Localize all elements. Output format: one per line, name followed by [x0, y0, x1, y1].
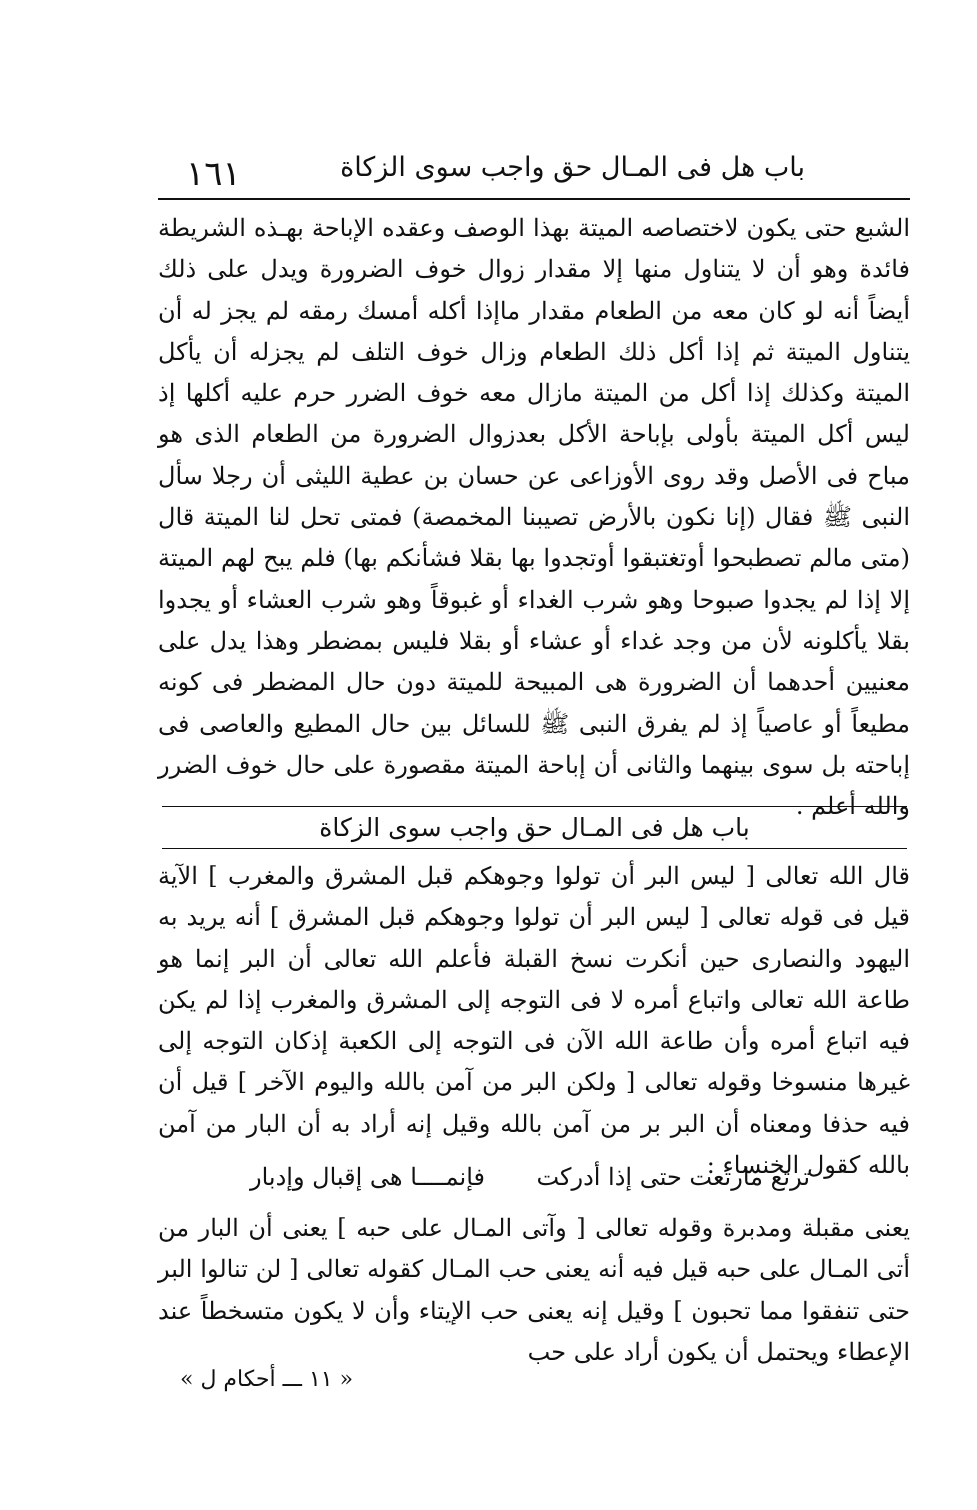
header-rule [158, 198, 910, 200]
section-rule-top [162, 806, 907, 807]
paragraph-3-text: يعنى مقبلة ومدبرة وقوله تعالى [ وآتى المـال على حبه ] يعنى أن البار من أتى المـال على حبه قيل فيه أنه يعنى حب المـال كقوله تعالى [ لن تنالوا البر حتى تنفقوا مما تحبون ] وقيل إنه يعنى حب الإيتاء وأن لا يكون متسخطاً عند الإعطاء ويحتمل أن يكون أراد على حب [158, 1214, 910, 1366]
section-rule-bottom [162, 848, 907, 849]
verse-hemistich-2: فإنمــــا هى إقبال وإدبار [250, 1163, 485, 1191]
section-title: باب هل فى المـال حق واجب سوى الزكاة [319, 813, 750, 842]
running-header [160, 150, 905, 200]
verse-hemistich-1: ترتع مارتعت حتى إذا أدركت [536, 1163, 810, 1191]
paragraph-3 [158, 1208, 910, 1373]
poetry-verse [250, 1163, 810, 1203]
page-number: ١٦١ [186, 154, 241, 194]
paragraph-1-text: الشبع حتى يكون لاختصاصه الميتة بهذا الوصف وعقده الإباحة بهـذه الشريطة فائدة وهو أن لا يتناول منها إلا مقدار زوال خوف الضرورة ويدل على ذلك أيضاً أنه لو كان معه من الطعام مقدار ماإذا أكله أمسك رمقه لم يجز له أن يتناول الميتة ثم إذا أكل ذلك الطعام وزال خوف التلف لم يجزله أن يأكل الميتة وكذلك إذا أكل من الميتة مازال معه خوف الضرر حرم عليه أكلها إذ ليس أكل الميتة بأولى بإباحة الأكل بعدزوال الضرورة من الطعام الذى هو مباح فى الأصل وقد روى الأوزاعى عن حسان بن عطية الليثى أن رجلا سأل النبى ﷺ فقال (إنا نكون بالأرض تصيبنا المخمصة) فمتى تحل لنا الميتة قال (متى مالم تصطبحوا أوتغتبقوا أوتجدوا بها بقلا فشأنكم بها) فلم يبح لهم الميتة إلا إذا لم يجدوا صبوحا وهو شرب الغداء أو غبوقاً وهو شرب العشاء أو يجدوا بقلا يأكلونه لأن من وجد غداء أو عشاء أو بقلا فليس بمضطر وهذا يدل على معنيين أحدهما أن الضرورة هى المبيحة للميتة دون حال المضطر فى كونه مطيعاً أو عاصياً إذ لم يفرق النبى ﷺ للسائل بين حال المطيع والعاصى فى إباحته بل سوى بينهما والثانى أن إباحة الميتة مقصورة على حال خوف الضرر والله أعلم . [158, 214, 911, 821]
paragraph-2 [158, 856, 910, 1186]
paragraph-1 [158, 208, 910, 827]
paragraph-2-text: قال الله تعالى [ ليس البر أن تولوا وجوهكم قبل المشرق والمغرب ] الآية قيل فى قوله تعالى [ ليس البر أن تولوا وجوهكم قبل المشرق ] أنه يريد به اليهود والنصارى حين أنكرت نسخ القبلة فأعلم الله تعالى أن البر إنما هو طاعة الله تعالى واتباع أمره لا فى التوجه إلى المشرق والمغرب إذا لم يكن فيه اتباع أمره وأن طاعة الله الآن فى التوجه إلى الكعبة إذكان التوجه إلى غيرها منسوخا وقوله تعالى [ ولكن البر من آمن بالله واليوم الآخر ] قيل أن فيه حذفا ومعناه أن البر بر من آمن بالله وقيل إنه أراد به أن البار من آمن بالله كقول الخنساء : [158, 862, 911, 1180]
printer-signature-mark: « ١١ ـــ أحكام ل » [180, 1367, 354, 1392]
running-header-title: باب هل فى المـال حق واجب سوى الزكاة [340, 152, 805, 183]
